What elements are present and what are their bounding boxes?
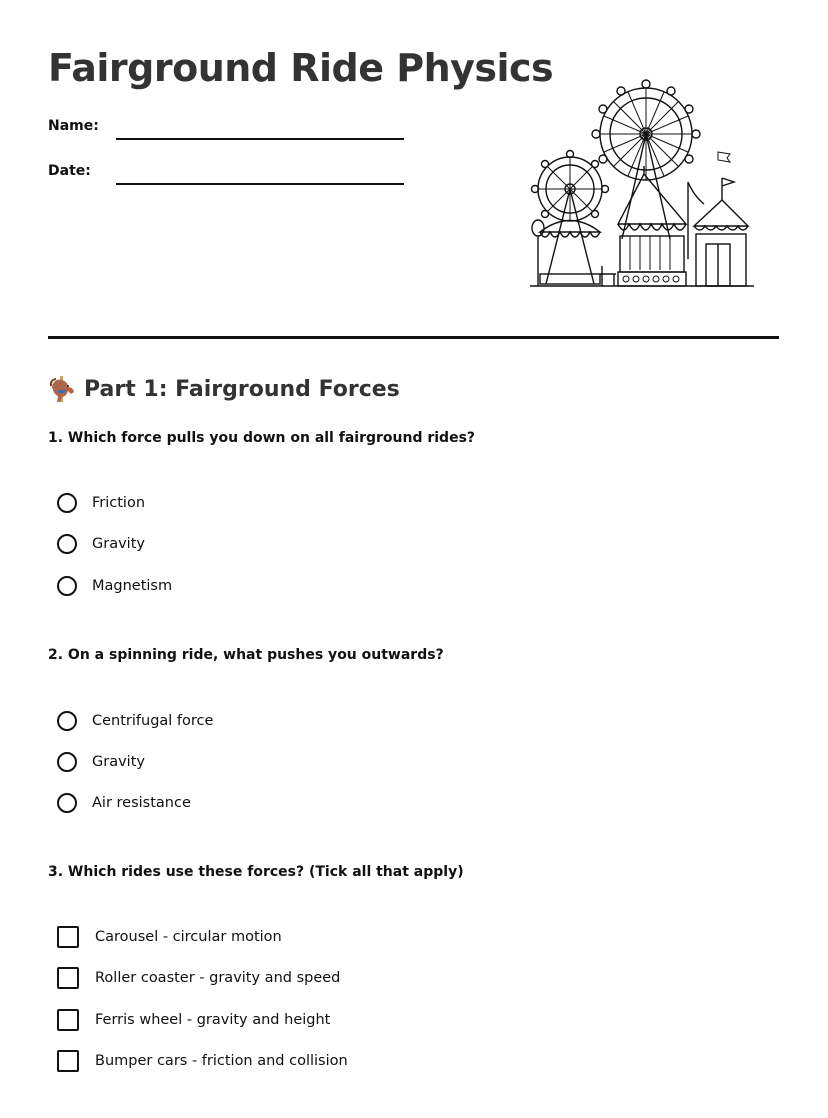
date-underline[interactable] xyxy=(116,183,404,185)
q2-option-centrifugal[interactable] xyxy=(57,709,213,733)
fairground-illustration xyxy=(526,74,758,294)
q3-option-roller-coaster[interactable] xyxy=(57,966,340,990)
q1-option-friction[interactable] xyxy=(57,491,145,515)
part1-title: Part 1: Fairground Forces xyxy=(84,376,400,402)
option-label: Gravity xyxy=(92,754,145,770)
q2-option-air-resistance[interactable] xyxy=(57,791,191,815)
radio-button[interactable] xyxy=(57,711,77,731)
part1-heading xyxy=(48,374,400,404)
option-label: Bumper cars - friction and collision xyxy=(95,1053,348,1069)
carousel-horse-icon xyxy=(48,374,76,404)
checkbox[interactable] xyxy=(57,1009,79,1031)
option-label: Gravity xyxy=(92,536,145,552)
option-label: Roller coaster - gravity and speed xyxy=(95,970,341,986)
question-3: 3. Which rides use these forces? (Tick all that apply) xyxy=(48,864,464,880)
q3-option-ferris-wheel[interactable] xyxy=(57,1008,330,1032)
checkbox[interactable] xyxy=(57,967,79,989)
question-2: 2. On a spinning ride, what pushes you outwards? xyxy=(48,647,444,663)
option-label: Carousel - circular motion xyxy=(95,929,282,945)
date-field[interactable] xyxy=(48,163,91,179)
option-label: Friction xyxy=(92,495,146,511)
option-label: Air resistance xyxy=(92,795,191,811)
q3-option-bumper-cars[interactable] xyxy=(57,1049,348,1073)
radio-button[interactable] xyxy=(57,752,77,772)
radio-button[interactable] xyxy=(57,534,77,554)
question-1: 1. Which force pulls you down on all fairground rides? xyxy=(48,430,476,446)
page-title: Fairground Ride Physics xyxy=(48,46,554,90)
section-divider xyxy=(48,336,779,339)
q1-option-magnetism[interactable] xyxy=(57,574,172,598)
name-underline[interactable] xyxy=(116,138,404,140)
radio-button[interactable] xyxy=(57,793,77,813)
name-label: Name: xyxy=(48,118,99,134)
radio-button[interactable] xyxy=(57,493,77,513)
option-label: Ferris wheel - gravity and height xyxy=(95,1012,331,1028)
q3-option-carousel[interactable] xyxy=(57,925,282,949)
option-label: Magnetism xyxy=(92,578,173,594)
q2-option-gravity[interactable] xyxy=(57,750,145,774)
name-field[interactable] xyxy=(48,118,99,134)
checkbox[interactable] xyxy=(57,926,79,948)
checkbox[interactable] xyxy=(57,1050,79,1072)
q1-option-gravity[interactable] xyxy=(57,532,145,556)
option-label: Centrifugal force xyxy=(92,713,214,729)
radio-button[interactable] xyxy=(57,576,77,596)
date-label: Date: xyxy=(48,163,91,179)
